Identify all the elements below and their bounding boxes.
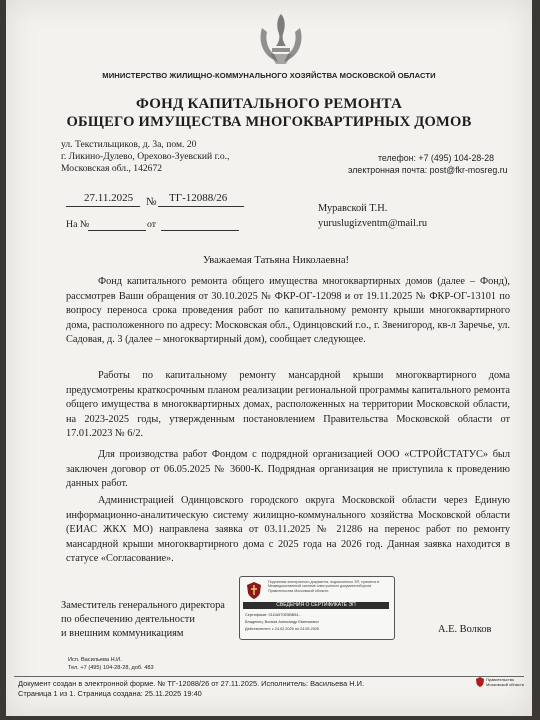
paragraph-4-text: Администрацией Одинцовского городского округа Московской области через Единую информационно-аналитическую систему жилищно-коммунального хозяйства Московской области (ЕИАС ЖКХ МО) направлена заявка от 03.11.2025 № 21286 на перенос работ по ремонту мансардной крыши многоквартирного дома с 2025 года на 2026 год. Данная заявка находится в статусе «Согласование».	[66, 495, 510, 565]
paragraph-3	[66, 448, 510, 492]
stamp-header: Подлинник электронного документа, подписанного ЭП, хранится в Межведомственной системе электронного документооборота Правительства Московской области	[268, 580, 380, 593]
paragraph-3-text: Для производства работ Фондом с подрядной организацией ООО «СТРОЙСТАТУС» был заключен договор от 06.05.2025 № 3600-К. Подрядная организация не приступила к проведению данных работ.	[66, 449, 510, 490]
letter-page	[6, 0, 532, 716]
executor-name: Исп. Васильева Н.И.	[68, 657, 122, 663]
phone: телефон: +7 (495) 104-28-28	[378, 153, 494, 163]
stamp-validity: Действителен: с 24.02.2025 по 24.05.2026	[245, 627, 320, 631]
signer-position-line1: Заместитель генерального директора	[61, 600, 225, 611]
footer-line2: Страница 1 из 1. Страница создана: 25.11.2025 19:40	[18, 689, 202, 698]
fund-title-line2: ОБЩЕГО ИМУЩЕСТВА МНОГОКВАРТИРНЫХ ДОМОВ	[66, 114, 472, 130]
moscow-region-emblem-icon	[256, 10, 306, 68]
footer-line1: Документ создан в электронной форме. № ТГ-12088/26 от 27.11.2025. Исполнитель: Васильева Н.И.	[18, 679, 365, 688]
paragraph-4	[66, 494, 510, 567]
government-logo-text: Правительство Московской области	[486, 677, 525, 687]
date-underline	[66, 206, 140, 207]
from-underline	[161, 230, 239, 231]
recipient-name: Муравской Т.Н.	[318, 203, 388, 214]
fund-title-line1: ФОНД КАПИТАЛЬНОГО РЕМОНТА	[136, 96, 402, 112]
paragraph-1	[66, 275, 510, 348]
footer-divider	[14, 676, 524, 677]
stamp-owner: Владелец: Волков Александр Евгеньевич	[245, 620, 319, 624]
greeting: Уважаемая Татьяна Николаевна!	[202, 255, 350, 266]
stamp-title: СВЕДЕНИЯ О СЕРТИФИКАТЕ ЭП	[243, 602, 389, 609]
paragraph-2	[66, 369, 510, 442]
letter-number: ТГ-12088/26	[169, 192, 228, 204]
executor-phone: Тел. +7 (495) 104-28-28, доб. 483	[68, 665, 154, 671]
ministry-name: МИНИСТЕРСТВО ЖИЛИЩНО-КОММУНАЛЬНОГО ХОЗЯЙСТВА МОСКОВСКОЙ ОБЛАСТИ	[102, 71, 436, 80]
signer-position-line3: и внешним коммуникациям	[61, 628, 184, 639]
in-reply-underline	[88, 230, 146, 231]
signer-name: А.Е. Волков	[438, 624, 492, 635]
address-line2: г. Ликино-Дулево, Орехово-Зуевский г.о.,	[61, 151, 230, 162]
paragraph-2-text: Работы по капитальному ремонту мансардной крыши многоквартирного дома предусмотрены краткосрочным планом реализации региональной программы капитального ремонта общего имущества в многоквартирных домах, расположенных на территории Московской области, на 2023-2025 годы, утвержденным постановлением Правительства Московской области от 17.01.2023 № 6/2.	[66, 370, 510, 440]
address-line3: Московская обл., 142672	[61, 163, 163, 174]
number-sign: №	[146, 196, 157, 208]
government-logo-icon	[476, 677, 484, 687]
address-line1: ул. Текстильщиков, д. 3а, пом. 20	[61, 139, 197, 150]
from-label: от	[147, 219, 157, 230]
paragraph-1-text: Фонд капитального ремонта общего имущества многоквартирных домов (далее – Фонд), рассмотрев Ваши обращения от 30.10.2025 № ФКР-ОГ-12098 и от 19.11.2025 № ФКР-ОГ-13101 по вопросу переноса срока проведения работ по капитальному ремонту крыши многоквартирного дома, расположенного по адресу: Московская обл., Одинцовский г.о., г. Звенигород, кв-л Заречье, ул. Садовая, д. 3 (далее – многоквартирный дом), сообщает следующее.	[66, 276, 510, 346]
in-reply-label: На №	[66, 219, 90, 230]
signer-position-line2: по обеспечению деятельности	[61, 614, 195, 625]
email: электронная почта: post@fkr-mosreg.ru	[348, 165, 508, 175]
stamp-certificate: Сертификат: 01DA570E5BB94...	[245, 613, 302, 617]
recipient-email: yuruslugizventm@mail.ru	[318, 218, 428, 229]
letter-date: 27.11.2025	[84, 192, 134, 204]
stamp-emblem-icon	[245, 581, 263, 600]
number-underline	[158, 206, 244, 207]
electronic-signature-stamp	[239, 576, 395, 640]
